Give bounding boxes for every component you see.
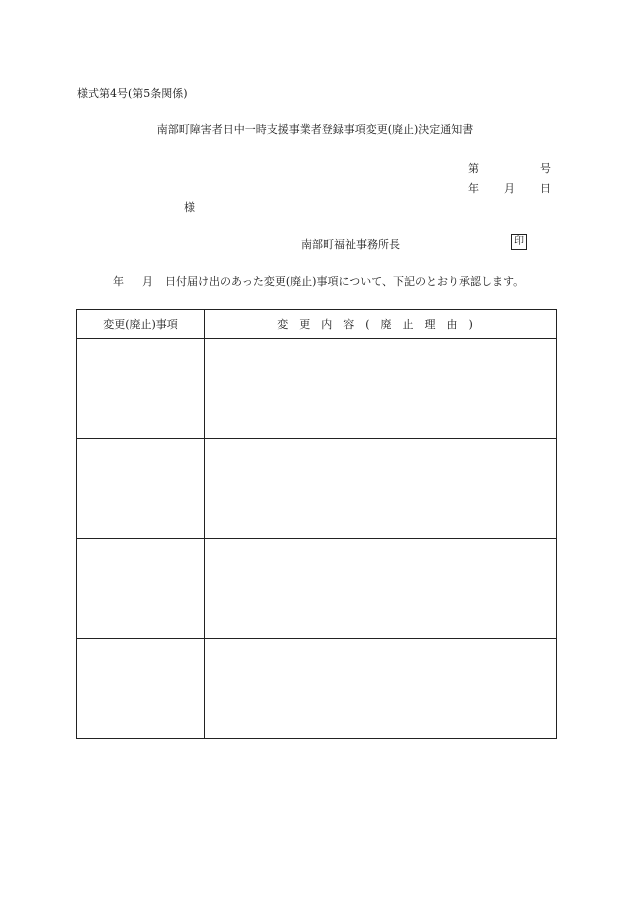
table-cell-item[interactable] (77, 539, 205, 639)
document-title: 南部町障害者日中一時支援事業者登録事項変更(廃止)決定通知書 (156, 123, 474, 136)
reference-number-suffix: 号 (540, 162, 551, 175)
table-header-row (77, 310, 557, 339)
table-cell-content[interactable] (205, 539, 557, 639)
header-change-item: 変更(廃止)事項 (77, 310, 205, 339)
table-cell-item[interactable] (77, 339, 205, 439)
table-cell-content[interactable] (205, 639, 557, 739)
body-year-label: 年 (113, 275, 124, 288)
date-year-label: 年 (468, 182, 479, 195)
table-row (77, 639, 557, 739)
body-statement (113, 273, 524, 289)
table-cell-content[interactable] (205, 339, 557, 439)
body-month-label: 月 (142, 275, 153, 288)
date-month-label: 月 (504, 182, 515, 195)
form-number: 様式第4号(第5条関係) (77, 87, 188, 100)
change-table (76, 309, 557, 739)
seal-stamp-box: 印 (511, 234, 527, 250)
body-text: 日付届け出のあった変更(廃止)事項について、下記のとおり承認します。 (165, 275, 525, 288)
date-day-label: 日 (540, 182, 551, 195)
table-row (77, 539, 557, 639)
table-row (77, 439, 557, 539)
table-cell-item[interactable] (77, 639, 205, 739)
reference-number-prefix: 第 (468, 162, 479, 175)
addressee-honorific: 様 (184, 201, 195, 214)
table-cell-content[interactable] (205, 439, 557, 539)
issuer-name: 南部町福祉事務所長 (301, 238, 400, 251)
table-cell-item[interactable] (77, 439, 205, 539)
table-row (77, 339, 557, 439)
header-change-content: 変更内容(廃止理由) (205, 310, 557, 339)
